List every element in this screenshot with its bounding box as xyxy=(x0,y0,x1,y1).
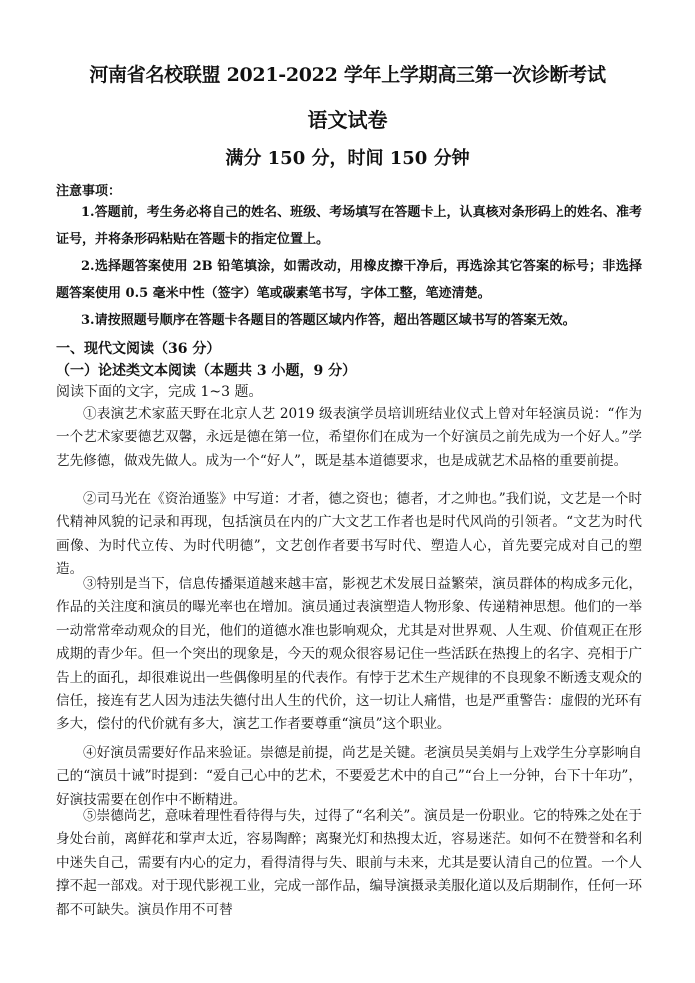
notes-heading: 注意事项： xyxy=(56,184,122,199)
section-heading: 一、现代文阅读（36 分） xyxy=(56,341,221,357)
passage-paragraph: ③特别是当下，信息传播渠道越来越丰富，影视艺术发展日益繁荣，演员群体的构成多元化，作品的关注度和演员的曝光率也在增加。演员通过表演塑造人物形象、传递精神思想。他们的一举一动常常牵动观众的目光，他们的道德水准也影响观众，尤其是对世界观、人生观、价值观正在形成期的青少年。但一个突出的现象是，今天的观众很容易记住一些活跃在热搜上的名字、亮相于广告上的面孔，却很难说出一些偶像明星的代表作。有悖于艺术生产规律的不良现象不断透支观众的信任，接连有艺人因为违法失德付出人生的代价，这一切让人痛惜，也是严重警告：虚假的光环有多大，偿付的代价就有多大，演艺工作者要尊重“演员”这个职业。 xyxy=(56,576,642,733)
subsection-heading: （一）论述类文本阅读（本题共 3 小题，9 分） xyxy=(56,363,357,379)
read-instruction: 阅读下面的文字，完成 1~3 题。 xyxy=(56,384,263,400)
note-item: 1.答题前，考生务必将自己的姓名、班级、考场填写在答题卡上，认真核对条形码上的姓名、准考证号，并将条形码粘贴在答题卡的指定位置上。 xyxy=(56,205,642,247)
passage-paragraph: ①表演艺术家蓝天野在北京人艺 2019 级表演学员培训班结业仪式上曾对年轻演员说：“作为一个艺术家要德艺双馨，永远是德在第一位，希望你们在成为一个好演员之前先成为一个好人。”学艺先修德，做戏先做人。成为一个“好人”，既是基本道德要求，也是成就艺术品格的重要前提。 xyxy=(56,406,642,469)
passage-paragraph: ⑤崇德尚艺，意味着理性看待得与失，过得了“名利关”。演员是一份职业。它的特殊之处在于身处台前，离鲜花和掌声太近，容易陶醉；离聚光灯和热搜太近，容易迷茫。如何不在赞誉和名利中迷失自己，需要有内心的定力，看得清得与失、眼前与未来，尤其是要认清自己的位置。一个人撑不起一部戏。对于现代影视工业，完成一部作品，编导演摄录美服化道以及后期制作，任何一环都不可缺失。演员作用不可替 xyxy=(56,808,642,918)
note-item: 2.选择题答案使用 2B 铅笔填涂，如需改动，用橡皮擦干净后，再选涂其它答案的标号；非选择题答案使用 0.5 毫米中性（签字）笔或碳素笔书写，字体工整，笔迹清楚。 xyxy=(56,259,642,301)
subject-title: 语文试卷 xyxy=(307,108,388,132)
passage-paragraph: ④好演员需要好作品来验证。崇德是前提，尚艺是关键。老演员吴美娟与上戏学生分享影响自己的“演员十诫”时提到：“爱自己心中的艺术，不要爱艺术中的自己”“台上一分钟，台下十年功”，好演技需要在创作中不断精进。 xyxy=(56,745,642,808)
note-item: 3.请按照题号顺序在答题卡各题目的答题区域内作答，超出答题区域书写的答案无效。 xyxy=(81,313,576,328)
exam-title: 河南省名校联盟 2021-2022 学年上学期高三第一次诊断考试 xyxy=(89,64,606,86)
passage-paragraph: ②司马光在《资治通鉴》中写道：才者，德之资也；德者，才之帅也。”我们说，文艺是一个时代精神风貌的记录和再现，包括演员在内的广大文艺工作者也是时代风尚的引领者。“文艺为时代画像、为时代立传、为时代明德”，文艺创作者要书写时代、塑造人心，首先要完成对自己的塑造。 xyxy=(56,491,642,578)
exam-meta: 满分 150 分，时间 150 分钟 xyxy=(225,148,470,169)
